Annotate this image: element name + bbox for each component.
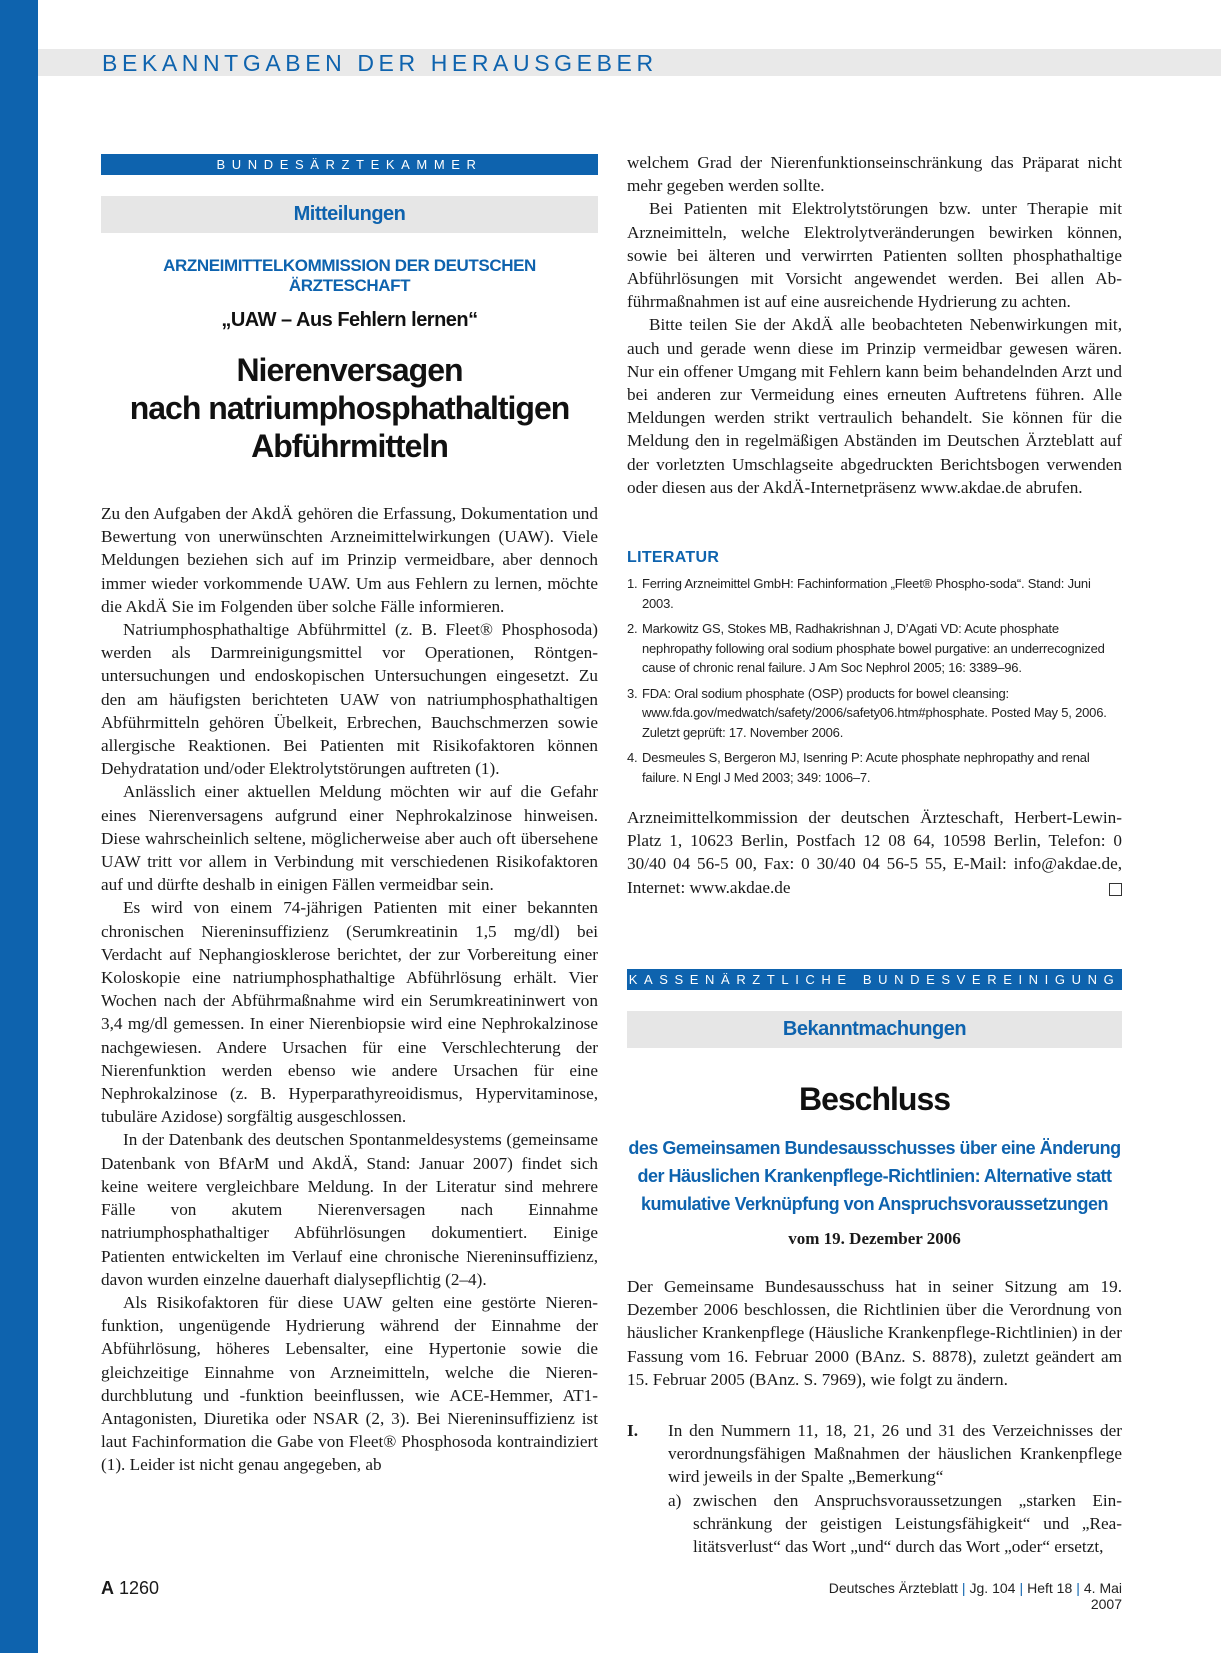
item-label: I. xyxy=(627,1421,638,1440)
page-prefix: A xyxy=(101,1578,114,1598)
left-accent-strip xyxy=(0,0,38,1653)
subtitle-line-1: des Gemeinsamen Bundesausschusses über eine Änderung xyxy=(628,1138,1121,1158)
article-kicker: ARZNEIMITTELKOMMISSION DER DEUTSCHEN ÄRZTESCHAFT xyxy=(163,256,536,295)
left-paragraph: Natriumphosphathaltige Abführmittel (z. B. Fleet® Phosphosoda) werden als Darmreinigungsmittel vor Operationen, Röntgenuntersuchungen und endoskopischen Untersuchungen eingesetzt. Zu den am häufigsten berichteten UAW von natriumphosphathaltigen Abführmitteln gehören Übelkeit, Erbrechen, Bauchschmerzen sowie allergische Reaktionen. Bei Patienten mit Risikofaktoren können Dehydratation und/oder Elektrolytstörungen auftreten (1). xyxy=(101,620,598,779)
contact-text xyxy=(627,806,1122,899)
journal-name: Deutsches Ärzteblatt xyxy=(828,1580,958,1596)
page-number xyxy=(101,1578,159,1599)
reference-text: FDA: Oral sodium phosphate (OSP) products for bowel cleansing: www.fda.gov/medwatch/safety/2006/safety06.htm#phosphate. Posted May 5, 2006. Zuletzt geprüft: 17. November 2006. xyxy=(642,685,1107,740)
intro-paragraph: Der Gemeinsame Bundesausschuss hat in seiner Sitzung am 19. Dezember 2006 beschlossen, die Richtlinien über die Verordnung von häuslicher Krankenpflege (Häusliche Krankenpflege-Richtlinien) in der Fassung vom 16. Februar 2000 (BAnz. S. 8878), zuletzt geändert am 15. Februar 2005 (BAnz. S. 7969), wie folgt zu ändern. xyxy=(627,1277,1122,1389)
left-paragraph: In der Datenbank des deutschen Spontanmeldesystems (gemeinsame Datenbank von BfArM und AkdÄ, Stand: Januar 2007) findet sich keine weitere vergleichbare Meldung. In der Literatur sind mehrere Fälle von akutem Nierenversagen nach Einnahme natriumphosphathaltiger Abführlösungen dokumentiert. Einige Patienten entwickelten im Verlauf eine chronische Niereninsuffizienz, davon wurden einzelne dauerhaft dialysepflichtig (2–4). xyxy=(101,1130,598,1289)
sub-bar-mitteilungen: Mitteilungen xyxy=(101,196,598,233)
reference-text: Markowitz GS, Stokes MB, Radhakrishnan J, D’Agati VD: Acute phosphate nephropathy following oral sodium phosphate bowel purgative: an underrecognized cause of chronic renal failure. J Am Soc Nephrol 2005; 16: 3389–96. xyxy=(642,621,1105,675)
title-line-1: Nierenversagen xyxy=(236,352,463,388)
title-line-2: nach natriumphosphathaltigen xyxy=(129,390,570,426)
reference-item xyxy=(627,748,1122,787)
left-paragraph: Als Risikofaktoren für diese UAW gelten eine gestörte Nierenfunktion, ungenügende Hydrierung während der Einnahme der Abführlösung, höheres Lebensalter, eine Hypertonie sowie die gleichzeitige Einnahme von Arzneimitteln, welche die Nierendurchblutung und -funktion beeinflussen, wie ACE-Hemmer, AT1-Antagonisten, Diuretika oder NSAR (2, 3). Bei Niereninsuffizienz ist laut Fachinformation die Gabe von Fleet® Phosphosoda kontraindiziert (1). Leider ist nicht genau angegeben, ab xyxy=(101,1292,598,1475)
subtitle-line-3: kumulative Verknüpfung von Anspruchsvoraussetzungen xyxy=(641,1194,1108,1214)
reference-number: 3. xyxy=(627,685,638,701)
reference-number: 4. xyxy=(627,750,638,765)
subitem-label: a) xyxy=(668,1491,682,1510)
article-title xyxy=(101,351,598,465)
title-line-3: Abführmitteln xyxy=(251,428,448,464)
subtitle-line-2: der Häuslichen Krankenpflege-Richtlinien: Alternative statt xyxy=(637,1166,1112,1186)
item-text: In den Nummern 11, 18, 21, 26 und 31 des Verzeichnisses der verordnungsfähigen Maßnahmen der häuslichen Krankenpflege wird jeweils in der Spalte „Bemerkung“ xyxy=(668,1421,1122,1487)
separator: | xyxy=(961,1580,966,1596)
subitem-text: zwischen den Anspruchsvoraussetzungen „starken Einschränkung der geistigen Leistungsfähigkeit“ und „Realitätsverlust“ das Wort „und“ durch das Wort „oder“ ersetzt, xyxy=(693,1491,1122,1557)
right-paragraph: Bitte teilen Sie der AkdÄ alle beobachteten Nebenwirkungen mit, auch und gerade wenn diese im Prinzip vermeidbar gewesen wären. Nur ein offener Umgang mit Fehlern kann beim behandelnden Arzt und bei anderen zur Vermeidung eines erneuten Auftretens führen. Alle Meldungen werden strikt vertraulich behandelt. Sie können für die Meldung den in regelmäßigen Abständen im Deutschen Ärzteblatt auf der vorletzten Umschlagseite abgedruckten Berichtsbogen verwenden oder diesen aus der AkdÄ-Internetpräsenz www.akdae.de abrufen. xyxy=(627,315,1122,497)
beschluss-date: vom 19. Dezember 2006 xyxy=(788,1229,961,1248)
section-header-bar xyxy=(38,49,1221,76)
reference-item xyxy=(627,619,1122,678)
org-bar-kbv: KASSENÄRZTLICHE BUNDESVEREINIGUNG xyxy=(627,969,1122,990)
reference-item xyxy=(627,684,1122,743)
right-paragraph: welchem Grad der Nierenfunktionseinschränkung das Präparat nicht mehr gegeben werden sollte. xyxy=(627,153,1122,196)
reference-list xyxy=(627,574,1122,793)
beschluss-intro xyxy=(627,1275,1122,1391)
left-paragraph: Anlässlich einer aktuellen Meldung möchten wir auf die Gefahr eines Nierenversagens aufgrund einer Nephrokalzinose hinweisen. Diese wahrscheinlich seltene, möglicherweise aber auch oft übersehene UAW tritt vor allem in Verbindung mit verschiedenen Risikofaktoren auf und dürfte deshalb in einigen Fällen vermeidbar sein. xyxy=(101,782,598,895)
beschluss-title: Beschluss xyxy=(798,1081,951,1117)
beschluss-subtitle xyxy=(627,1134,1122,1218)
journal-issue: Heft 18 xyxy=(1027,1580,1073,1596)
literature-heading: LITERATUR xyxy=(627,549,720,566)
left-paragraph: Zu den Aufgaben der AkdÄ gehören die Erfassung, Dokumentation und Bewertung von unerwünschten Arzneimittelwirkungen (UAW). Viele Meldungen beziehen sich auf im Prinzip vermeidbare, aber dennoch immer wieder vorkommende UAW. Um aus Fehlern zu lernen, möchte die AkdÄ Sie im Folgenden über solche Fälle informieren. xyxy=(101,504,598,616)
separator: | xyxy=(1076,1580,1080,1596)
right-paragraph: Bei Patienten mit Elektrolytstörungen bzw. unter Therapie mit Arzneimitteln, welche Elektrolytveränderungen bewirken können, sowie bei älteren und verwirrten Patienten sollten phosphathaltige Abführlösungen mit Vorsicht angewendet werden. Bei allen Abführmaßnahmen ist auf eine ausreichende Hydrierung zu achten. xyxy=(627,199,1122,312)
end-of-article-box-icon xyxy=(1109,883,1122,896)
sub-bar-bekanntmachungen: Bekanntmachungen xyxy=(627,1011,1122,1048)
right-body xyxy=(627,151,1122,499)
separator: | xyxy=(1019,1580,1024,1596)
journal-info xyxy=(800,1580,1122,1612)
journal-date: 4. Mai 2007 xyxy=(1083,1580,1122,1612)
page-number-value: 1260 xyxy=(119,1578,160,1598)
reference-item xyxy=(627,574,1122,613)
left-body xyxy=(101,502,598,1477)
reference-number: 1. xyxy=(627,576,638,591)
reference-number: 2. xyxy=(627,621,638,636)
section-header-title: BEKANNTGABEN DER HERAUSGEBER xyxy=(102,50,658,76)
journal-volume: Jg. 104 xyxy=(969,1580,1016,1596)
contact-address: Arzneimittelkommission der deutschen Ärzteschaft, Herbert-Lewin-Platz 1, 10623 Berlin, Postfach 12 08 64, 10598 Berlin, Telefon: 0 30/40 04 56-5 00, Fax: 0 30/40 04 56-5 55, E-Mail: info@akdae.de, Internet: www.akdae.de xyxy=(627,808,1122,897)
contact-block xyxy=(627,806,1122,899)
left-paragraph: Es wird von einem 74-jährigen Patienten mit einer bekannten chronischen Niereninsuffizienz (Serumkreatinin 1,5 mg/dl) bei Verdacht auf Nephangiosklerose berichtet, der zur Vorbereitung einer Koloskopie eine natriumphosphathaltige Abführlösung erhält. Vier Wochen nach der Abführmaßnahme wird ein Serumkreatininwert von 3,4 mg/dl gemessen. In einer Nierenbiopsie wird eine Nephrokalzinose nachgewiesen. Andere Ursachen für eine Verschlechterung der Nierenfunktion werden ebenso wie andere Ursachen für eine Nephrokalzinose (z. B. Hyperparathyreoidismus, Hypervitaminose, tubuläre Azidose) sorgfältig ausgeschlossen. xyxy=(101,898,598,1127)
reference-text: Ferring Arzneimittel GmbH: Fachinformation „Fleet® Phospho-soda“. Stand: Juni 2003. xyxy=(642,576,1091,611)
article-series: „UAW – Aus Fehlern lernen“ xyxy=(221,309,478,331)
org-bar-baek: BUNDESÄRZTEKAMMER xyxy=(101,154,598,175)
reference-text: Desmeules S, Bergeron MJ, Isenring P: Acute phosphate nephropathy and renal failure. N Engl J Med 2003; 349: 1006–7. xyxy=(642,750,1090,785)
